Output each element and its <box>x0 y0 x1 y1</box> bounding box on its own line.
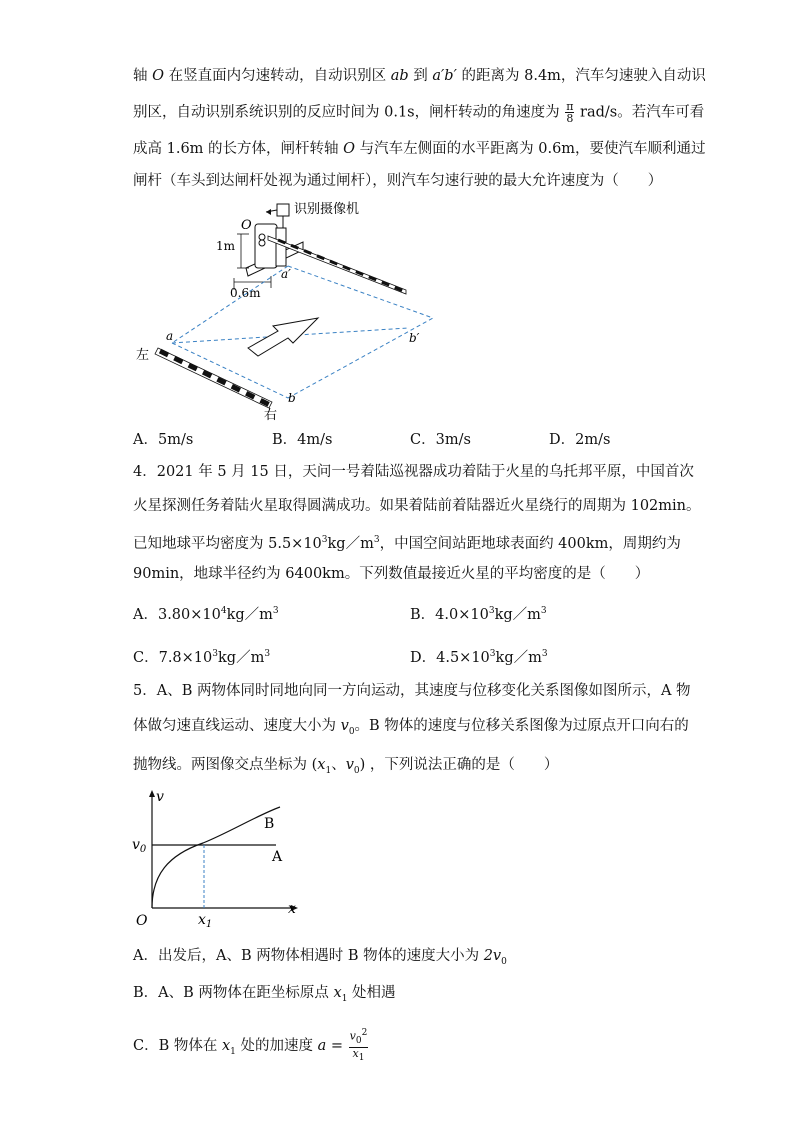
q4-line-2: 火星探测任务着陆火星取得圆满成功。如果着陆前着陆器近火星绕行的周期为 102min。 <box>133 498 701 514</box>
toll-gate-figure <box>128 198 448 423</box>
svg-text:O: O <box>241 218 252 233</box>
gate-bar <box>268 236 406 294</box>
q4-line-1: 4．2021 年 5 月 15 日，天问一号着陆巡视器成功着陆于火星的乌托邦平原，中国首次 <box>133 464 694 480</box>
svg-text:b′: b′ <box>409 331 420 345</box>
q4-option-a[interactable]: A．$3.80\times 10^4kg/m^3$ <box>133 606 279 623</box>
svg-text:0.6m: 0.6m <box>230 286 261 300</box>
svg-text:A: A <box>272 849 283 865</box>
gate-post <box>255 224 277 268</box>
camera-icon <box>277 204 289 216</box>
q3-line-1: 轴 O 在竖直面内匀速转动，自动识别区 ab 到 a′b′ 的距离为 8.4m，汽车匀速驶入自动识 <box>133 68 706 84</box>
direction-arrow-icon <box>248 318 318 356</box>
omega-fraction: $\frac{\pi}{8}$ <box>566 100 574 125</box>
q4-option-c[interactable]: C．$7.8\times 10^3kg/m^3$ <box>133 649 271 666</box>
q5-option-c[interactable]: C．B 物体在 $x_1$ 处的加速度 a = $\frac{v_0^2}{x_1}$ <box>133 1028 368 1064</box>
svg-text:左: 左 <box>136 348 150 363</box>
series-b-curve <box>152 807 280 908</box>
q5-line-2: 体做匀速直线运动、速度大小为 $v_0$。B 物体的速度与位移关系图像为过原点开口向右的 <box>133 718 689 737</box>
q4-option-b[interactable]: B．$4.0\times 10^3kg/m^3$ <box>410 606 547 623</box>
q4-option-d[interactable]: D．$4.5\times 10^3kg/m^3$ <box>410 649 548 666</box>
svg-text:B: B <box>264 816 275 832</box>
q4-line-3: 已知地球平均密度为 $5.5\times 10^3kg/m^3$，中国空间站距地球表面约 400km，周期约为 <box>133 535 681 552</box>
q3-option-d[interactable]: D．2m/s <box>549 432 611 448</box>
q5-option-a[interactable]: A．出发后，A、B 两物体相遇时 B 物体的速度大小为 $2v_0$ <box>133 948 507 967</box>
q5-line-3: 抛物线。两图像交点坐标为 ($x_1$、$v_0$) ，下列说法正确的是（ ） <box>133 757 559 776</box>
q3-option-b[interactable]: B．4m/s <box>272 432 333 448</box>
svg-text:O: O <box>136 913 148 929</box>
svg-text:a′: a′ <box>281 267 291 281</box>
acceleration-fraction: $\frac{v_0^2}{x_1}$ <box>349 1028 368 1064</box>
svg-text:b: b <box>288 391 296 405</box>
camera-label: 识别摄像机 <box>294 202 360 217</box>
svg-text:v0: $v_0$ <box>132 837 147 855</box>
svg-text:1m: 1m <box>216 239 236 253</box>
q5-line-1: 5．A、B 两物体同时同地向同一方向运动，其速度与位移变化关系图像如图所示，A 物 <box>133 683 691 699</box>
q3-line-2: 别区，自动识别系统识别的反应时间为 0.1s，闸杆转动的角速度为 $\frac{\pi}{8}$ rad/s。若汽车可看 <box>133 100 705 125</box>
svg-text:a: a <box>166 329 174 343</box>
q3-option-a[interactable]: A．5m/s <box>133 432 194 448</box>
v-x-graph <box>128 785 308 930</box>
q3-line-4: 闸杆（车头到达闸杆处视为通过闸杆），则汽车匀速行驶的最大允许速度为（ ） <box>133 173 663 189</box>
svg-text:x: x <box>288 901 296 917</box>
ground-stripe <box>155 348 272 408</box>
svg-text:右: 右 <box>264 408 278 423</box>
q4-line-4: 90min，地球半径约为 6400km。下列数值最接近火星的平均密度的是（ ） <box>133 566 650 582</box>
svg-text:v: v <box>156 789 164 805</box>
svg-text:x1: $x_1$ <box>198 912 213 930</box>
q3-line-3: 成高 1.6m 的长方体，闸杆转轴 O 与汽车左侧面的水平距离为 0.6m，要使汽车顺利通过 <box>133 141 706 157</box>
q5-option-b[interactable]: B．A、B 两物体在距坐标原点 $x_1$ 处相遇 <box>133 985 396 1004</box>
q3-option-c[interactable]: C．3m/s <box>410 432 471 448</box>
